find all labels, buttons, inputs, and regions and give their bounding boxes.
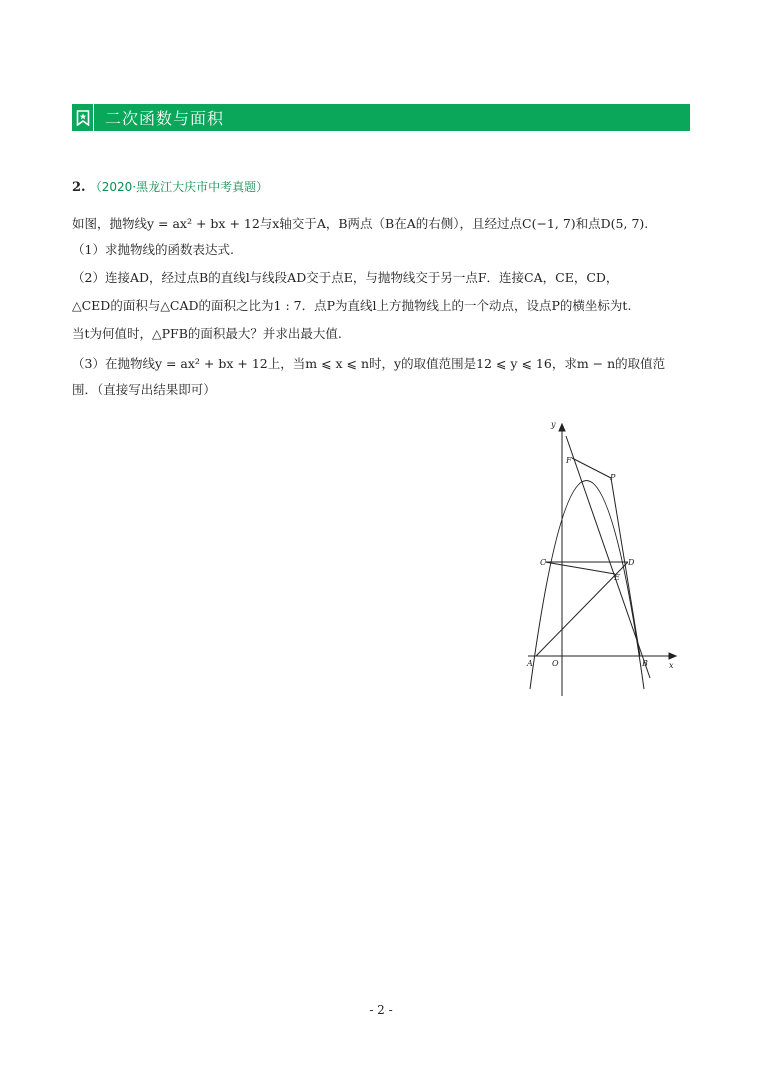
y-axis-arrow — [559, 424, 565, 431]
label-a: A — [527, 659, 533, 668]
x-axis-arrow — [669, 653, 676, 659]
label-e: E — [614, 573, 620, 582]
problem-part2-line3: 当t为何值时，△PFB的面积最大？并求出最大值. — [72, 326, 342, 341]
bookmark-star-icon — [72, 104, 94, 131]
label-f: F — [566, 456, 572, 465]
problem-intro: 如图，抛物线y = ax² + bx + 12与x轴交于A，B两点（B在A的右侧），且经过点C(−1, 7)和点D(5, 7). — [72, 216, 649, 231]
label-c: C — [540, 558, 547, 567]
segment-ce — [545, 562, 615, 574]
segment-fp — [572, 458, 611, 478]
segment-pb — [611, 478, 640, 656]
problem-part3-line1: （3）在抛物线y = ax² + bx + 12上，当m ⩽ x ⩽ n时，y的取值范围是12 ⩽ y ⩽ 16，求m − n的取值范 — [72, 356, 666, 371]
problem-part3-line2: 围．（直接写出结果即可） — [72, 382, 216, 397]
parabola — [530, 481, 644, 690]
label-d: D — [628, 558, 635, 567]
problem-part2-line1: （2）连接AD，经过点B的直线l与线段AD交于点E，与抛物线交于另一点F．连接CA，CE，CD， — [72, 270, 619, 285]
problem-part2-line2: △CED的面积与△CAD的面积之比为1 : 7．点P为直线l上方抛物线上的一个动点，设点P的横坐标为t. — [72, 298, 632, 313]
label-x: x — [669, 661, 674, 670]
problem-header — [72, 178, 268, 195]
label-o: O — [552, 659, 559, 668]
problem-number: 2. — [72, 180, 86, 195]
section-banner — [72, 104, 690, 131]
label-y: y — [551, 420, 556, 429]
label-b: B — [642, 659, 648, 668]
page-number: - 2 - — [369, 1003, 393, 1017]
problem-part1: （1）求抛物线的函数表达式. — [72, 242, 234, 257]
section-title: 二次函数与面积 — [105, 109, 225, 128]
geometry-figure — [518, 412, 688, 697]
label-p: P — [610, 473, 616, 482]
problem-source: （2020·黑龙江大庆市中考真题） — [89, 180, 269, 194]
